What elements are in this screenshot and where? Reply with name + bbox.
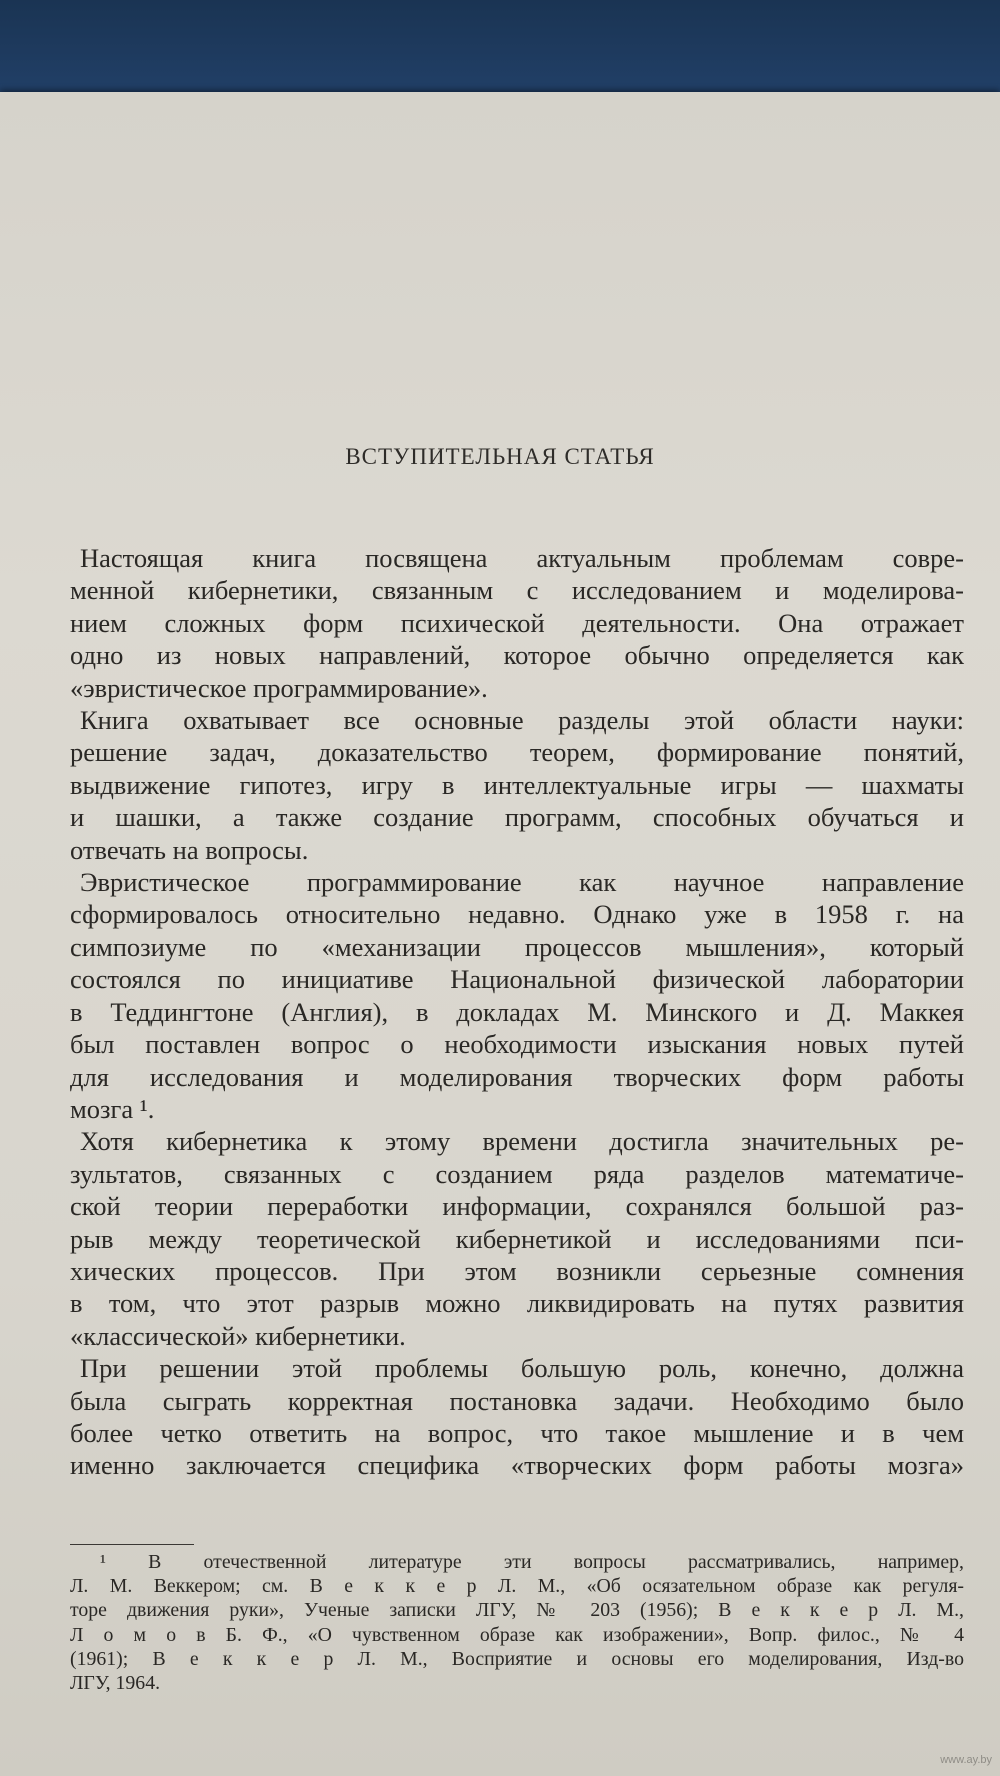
- text-line: рыв между теоретической кибернетикой и исследованиями пси-: [70, 1223, 964, 1254]
- text-line: и шашки, а также создание программ, способных обучаться и: [70, 802, 964, 833]
- footnote-divider: [70, 1544, 194, 1545]
- footnote-line: (1961); В е к к е р Л. М., Восприятие и основы его моделирования, Изд-во: [70, 1647, 964, 1670]
- main-text: [70, 542, 964, 1482]
- text-line: в Теддингтоне (Англия), в докладах М. Минского и Д. Маккея: [70, 996, 964, 1027]
- text-line: более четко ответить на вопрос, что такое мышление и в чем: [70, 1417, 964, 1448]
- text-line: мозга ¹.: [70, 1093, 155, 1124]
- text-line: была сыграть корректная постановка задачи. Необходимо было: [70, 1385, 964, 1416]
- book-page: [0, 92, 1000, 1776]
- text-line: ской теории переработки информации, сохранялся большой раз-: [70, 1191, 964, 1222]
- watermark: www.ay.by: [940, 1754, 992, 1766]
- text-line: сформировалось относительно недавно. Однако уже в 1958 г. на: [70, 899, 964, 930]
- text-line: симпозиуме по «механизации процессов мышления», который: [70, 931, 964, 962]
- text-line: зультатов, связанных с созданием ряда разделов математиче-: [70, 1158, 964, 1189]
- text-line: нием сложных форм психической деятельности. Она отражает: [70, 607, 964, 638]
- text-line: При решении этой проблемы большую роль, конечно, должна: [80, 1353, 964, 1384]
- text-line: для исследования и моделирования творческих форм работы: [70, 1061, 964, 1092]
- text-line: именно заключается специфика «творческих форм работы мозга»: [70, 1450, 964, 1481]
- text-line: «классической» кибернетики.: [70, 1320, 406, 1351]
- text-line: решение задач, доказательство теорем, формирование понятий,: [70, 737, 964, 768]
- footnote-line: Л. М. Веккером; см. В е к к е р Л. М., «Об осязательном образе как регуля-: [70, 1575, 964, 1598]
- text-line: Хотя кибернетика к этому времени достигла значительных ре-: [80, 1126, 964, 1157]
- text-line: выдвижение гипотез, игру в интеллектуальные игры — шахматы: [70, 769, 964, 800]
- text-line: одно из новых направлений, которое обычно определяется как: [70, 640, 964, 671]
- page-title: ВСТУПИТЕЛЬНАЯ СТАТЬЯ: [345, 444, 655, 469]
- footnote-line: торе движения руки», Ученые записки ЛГУ, № 203 (1956); В е к к е р Л. М.,: [70, 1599, 964, 1622]
- text-line: Настоящая книга посвящена актуальным проблемам совре-: [80, 543, 964, 573]
- text-line: состоялся по инициативе Национальной физической лаборатории: [70, 964, 964, 995]
- footnote-line: ¹ В отечественной литературе эти вопросы рассматривались, например,: [100, 1551, 964, 1573]
- text-line: Эвристическое программирование как научное направление: [80, 867, 964, 898]
- text-line: отвечать на вопросы.: [70, 834, 309, 865]
- footnote-line: Л о м о в Б. Ф., «О чувственном образе как изображении», Вопр. филос., № 4: [70, 1623, 964, 1646]
- footnote-line: ЛГУ, 1964.: [70, 1672, 161, 1695]
- text-line: «эвристическое программирование».: [70, 672, 488, 703]
- text-line: хических процессов. При этом возникли серьезные сомнения: [70, 1255, 964, 1286]
- text-line: был поставлен вопрос о необходимости изыскания новых путей: [70, 1029, 964, 1060]
- text-line: Книга охватывает все основные разделы этой области науки:: [80, 705, 964, 736]
- footnote-block: [70, 1550, 964, 1695]
- text-line: в том, что этот разрыв можно ликвидировать на путях развития: [70, 1288, 964, 1319]
- text-line: менной кибернетики, связанным с исследованием и моделирова-: [70, 575, 964, 606]
